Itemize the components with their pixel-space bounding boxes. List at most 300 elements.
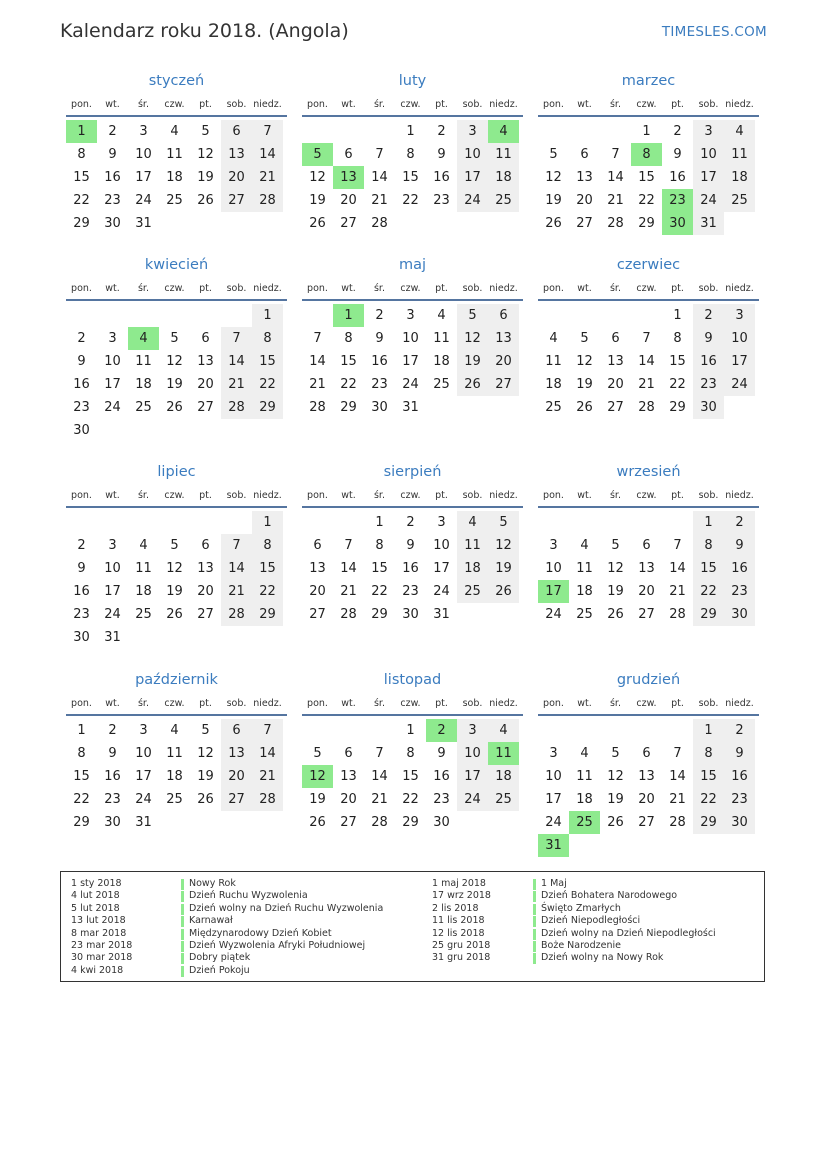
- day-cell: 10: [402, 331, 419, 346]
- day-cell: 6: [488, 304, 519, 327]
- month-10: [302, 672, 523, 862]
- legend-date: 11 lis 2018: [432, 915, 485, 927]
- day-cell: 14: [607, 170, 624, 185]
- month-6: [66, 464, 287, 654]
- weekday-label: wt.: [341, 698, 356, 709]
- day-cell: 25: [488, 788, 519, 811]
- day-cell: 26: [197, 193, 214, 208]
- day-cell: 14: [309, 354, 326, 369]
- day-cell: 13: [638, 769, 655, 784]
- header-rule: [538, 714, 759, 716]
- day-cell: 12: [197, 147, 214, 162]
- day-cell: 22: [73, 193, 90, 208]
- day-cell: 25: [576, 607, 593, 622]
- day-cell: 25: [135, 607, 152, 622]
- day-cell: 26: [457, 373, 488, 396]
- legend-date: 23 mar 2018: [71, 940, 133, 951]
- header-rule: [538, 115, 759, 117]
- weekday-label: czw.: [164, 490, 185, 501]
- day-cell: 9: [108, 746, 117, 761]
- day-cell: 20: [340, 792, 357, 807]
- day-cell: 5: [170, 538, 179, 553]
- day-cell: 25: [545, 400, 562, 415]
- day-cell: 20: [221, 765, 252, 788]
- day-cell: 12: [309, 170, 326, 185]
- day-cell: 24: [135, 193, 152, 208]
- day-cell: 14: [638, 354, 655, 369]
- day-cell: 17: [135, 769, 152, 784]
- day-cell: 29: [402, 815, 419, 830]
- day-cell: 12: [576, 354, 593, 369]
- day-cell: 3: [108, 331, 117, 346]
- day-cell: 8: [344, 331, 353, 346]
- day-cell: 3: [549, 746, 558, 761]
- day-cell: 16: [104, 769, 121, 784]
- day-cell: 15: [669, 354, 686, 369]
- day-cell: 21: [252, 765, 283, 788]
- day-cell: 6: [221, 719, 252, 742]
- day-cell: 24: [104, 400, 121, 415]
- day-cell: 7: [313, 331, 322, 346]
- day-cell: 24: [693, 189, 724, 212]
- day-cell: 27: [576, 216, 593, 231]
- weekday-label: pon.: [543, 99, 564, 110]
- legend-marker: [181, 929, 184, 940]
- day-cell: 31: [104, 630, 121, 645]
- day-cell: 3: [139, 723, 148, 738]
- holiday-day: 5: [302, 143, 333, 166]
- day-cell: 10: [457, 143, 488, 166]
- weekday-label: pt.: [435, 283, 448, 294]
- weekday-label: czw.: [636, 490, 657, 501]
- weekday-label: niedz.: [253, 490, 282, 501]
- day-cell: 26: [576, 400, 593, 415]
- day-cell: 17: [724, 350, 755, 373]
- day-cell: 22: [371, 584, 388, 599]
- month-name: październik: [135, 672, 218, 688]
- day-cell: 17: [402, 354, 419, 369]
- day-cell: 17: [135, 170, 152, 185]
- day-cell: 28: [371, 216, 388, 231]
- legend-marker: [181, 953, 184, 964]
- day-cell: 7: [642, 331, 651, 346]
- month-7: [302, 464, 523, 654]
- day-cell: 22: [693, 580, 724, 603]
- header-rule: [66, 115, 287, 117]
- legend-marker: [533, 916, 536, 927]
- legend-date: 8 mar 2018: [71, 927, 127, 939]
- weekday-label: pon.: [543, 283, 564, 294]
- day-cell: 18: [135, 377, 152, 392]
- weekday-label: wt.: [105, 490, 120, 501]
- day-cell: 19: [309, 193, 326, 208]
- weekday-label: czw.: [400, 698, 421, 709]
- day-cell: 12: [545, 170, 562, 185]
- day-cell: 26: [166, 607, 183, 622]
- legend-holiday-name: Nowy Rok: [189, 878, 236, 889]
- day-cell: 23: [402, 584, 419, 599]
- day-cell: 10: [724, 327, 755, 350]
- weekday-header: [66, 283, 287, 299]
- header-rule: [66, 714, 287, 716]
- header-rule: [66, 299, 287, 301]
- day-cell: 27: [607, 400, 624, 415]
- header-rule: [538, 299, 759, 301]
- day-cell: 9: [724, 534, 755, 557]
- day-cell: 10: [545, 561, 562, 576]
- day-cell: 5: [549, 147, 558, 162]
- day-cell: 22: [693, 788, 724, 811]
- legend-marker: [533, 879, 536, 890]
- day-cell: 22: [252, 580, 283, 603]
- day-cell: 3: [139, 124, 148, 139]
- day-cell: 19: [166, 584, 183, 599]
- day-cell: 12: [607, 561, 624, 576]
- day-cell: 13: [607, 354, 624, 369]
- day-cell: 20: [309, 584, 326, 599]
- day-cell: 9: [693, 327, 724, 350]
- day-cell: 23: [693, 373, 724, 396]
- weekday-label: czw.: [400, 283, 421, 294]
- day-cell: 30: [371, 400, 388, 415]
- day-cell: 29: [252, 603, 283, 626]
- weekday-label: pon.: [71, 698, 92, 709]
- day-cell: 15: [73, 170, 90, 185]
- day-cell: 29: [73, 216, 90, 231]
- weekday-label: pon.: [307, 698, 328, 709]
- day-cell: 23: [73, 400, 90, 415]
- day-cell: 28: [669, 607, 686, 622]
- weekday-label: niedz.: [253, 283, 282, 294]
- day-cell: 21: [371, 792, 388, 807]
- day-cell: 15: [693, 557, 724, 580]
- weekday-header: [538, 99, 759, 115]
- day-cell: 14: [221, 557, 252, 580]
- day-cell: 13: [340, 769, 357, 784]
- day-cell: 15: [402, 170, 419, 185]
- day-cell: 2: [77, 331, 86, 346]
- day-cell: 26: [607, 815, 624, 830]
- weekday-header: [538, 283, 759, 299]
- day-cell: 9: [77, 354, 86, 369]
- weekday-label: czw.: [400, 490, 421, 501]
- day-cell: 21: [309, 377, 326, 392]
- legend-date: 25 gru 2018: [432, 940, 491, 951]
- day-cell: 28: [607, 216, 624, 231]
- day-cell: 6: [642, 538, 651, 553]
- day-cell: 23: [73, 607, 90, 622]
- day-cell: 29: [693, 811, 724, 834]
- holiday-day: 1: [66, 120, 97, 143]
- day-cell: 2: [375, 308, 384, 323]
- legend-marker: [181, 891, 184, 902]
- month-name: wrzesień: [616, 464, 681, 480]
- legend-holiday-name: Dzień wolny na Dzień Niepodległości: [541, 927, 716, 939]
- legend-date: 1 maj 2018: [432, 878, 486, 889]
- weekday-header: [302, 99, 523, 115]
- day-cell: 19: [545, 193, 562, 208]
- day-cell: 11: [433, 331, 450, 346]
- weekday-label: wt.: [577, 698, 592, 709]
- page-title: Kalendarz roku 2018. (Angola): [60, 20, 349, 42]
- day-cell: 6: [611, 331, 620, 346]
- day-cell: 20: [638, 792, 655, 807]
- day-cell: 23: [724, 788, 755, 811]
- day-cell: 11: [457, 534, 488, 557]
- day-cell: 2: [437, 124, 446, 139]
- day-cell: 25: [166, 193, 183, 208]
- legend-marker: [181, 879, 184, 890]
- weekday-label: niedz.: [489, 698, 518, 709]
- weekday-label: śr.: [609, 698, 621, 709]
- day-cell: 13: [197, 561, 214, 576]
- month-name: czerwiec: [616, 257, 681, 273]
- legend-holiday-name: Dzień Niepodległości: [541, 915, 641, 927]
- month-name: sierpień: [383, 464, 442, 480]
- day-cell: 25: [488, 189, 519, 212]
- day-cell: 28: [252, 788, 283, 811]
- weekday-label: wt.: [341, 283, 356, 294]
- legend-date: 5 lut 2018: [71, 902, 120, 914]
- day-cell: 16: [371, 354, 388, 369]
- day-cell: 16: [73, 584, 90, 599]
- day-cell: 6: [201, 538, 210, 553]
- legend-marker: [533, 891, 536, 902]
- day-cell: 30: [724, 811, 755, 834]
- day-cell: 23: [724, 580, 755, 603]
- day-cell: 7: [375, 746, 384, 761]
- day-cell: 4: [580, 746, 589, 761]
- weekday-label: sob.: [226, 283, 247, 294]
- weekday-label: czw.: [164, 99, 185, 110]
- weekday-label: wt.: [105, 283, 120, 294]
- legend-holiday-name: 1 Maj: [541, 878, 567, 889]
- day-cell: 14: [371, 769, 388, 784]
- day-cell: 3: [693, 120, 724, 143]
- weekday-label: sob.: [698, 698, 719, 709]
- day-cell: 9: [724, 742, 755, 765]
- month-8: [538, 464, 759, 654]
- day-cell: 31: [135, 815, 152, 830]
- day-cell: 16: [73, 377, 90, 392]
- day-cell: 1: [375, 515, 384, 530]
- day-cell: 28: [340, 607, 357, 622]
- day-cell: 27: [488, 373, 519, 396]
- weekday-label: sob.: [226, 490, 247, 501]
- day-cell: 7: [344, 538, 353, 553]
- day-cell: 28: [221, 396, 252, 419]
- day-cell: 15: [252, 350, 283, 373]
- day-cell: 22: [252, 373, 283, 396]
- day-cell: 21: [669, 792, 686, 807]
- day-cell: 3: [457, 120, 488, 143]
- month-2: [538, 73, 759, 263]
- weekday-label: pon.: [543, 698, 564, 709]
- day-cell: 20: [340, 193, 357, 208]
- legend-holiday-name: Święto Zmarłych: [541, 902, 621, 914]
- weekday-label: czw.: [636, 283, 657, 294]
- day-cell: 29: [340, 400, 357, 415]
- weekday-label: pon.: [307, 283, 328, 294]
- day-cell: 17: [104, 584, 121, 599]
- day-cell: 8: [406, 746, 415, 761]
- day-cell: 11: [488, 143, 519, 166]
- holiday-day: 2: [426, 719, 457, 742]
- day-cell: 13: [221, 143, 252, 166]
- day-cell: 3: [457, 719, 488, 742]
- day-cell: 5: [580, 331, 589, 346]
- day-cell: 29: [669, 400, 686, 415]
- day-cell: 23: [433, 193, 450, 208]
- day-cell: 21: [371, 193, 388, 208]
- day-cell: 11: [135, 354, 152, 369]
- day-cell: 10: [545, 769, 562, 784]
- legend-date: 2 lis 2018: [432, 902, 479, 914]
- day-cell: 3: [549, 538, 558, 553]
- weekday-label: niedz.: [725, 283, 754, 294]
- holiday-day: 23: [662, 189, 693, 212]
- day-cell: 31: [135, 216, 152, 231]
- day-cell: 23: [371, 377, 388, 392]
- weekday-label: pt.: [435, 490, 448, 501]
- day-cell: 7: [673, 538, 682, 553]
- day-cell: 14: [252, 742, 283, 765]
- weekday-label: wt.: [105, 99, 120, 110]
- day-cell: 8: [252, 327, 283, 350]
- day-cell: 18: [545, 377, 562, 392]
- day-cell: 6: [344, 147, 353, 162]
- day-cell: 18: [457, 557, 488, 580]
- day-cell: 21: [221, 373, 252, 396]
- day-cell: 7: [221, 534, 252, 557]
- day-cell: 23: [104, 193, 121, 208]
- legend-marker: [181, 916, 184, 927]
- day-cell: 1: [673, 308, 682, 323]
- day-cell: 15: [402, 769, 419, 784]
- weekday-label: sob.: [226, 698, 247, 709]
- day-cell: 16: [693, 350, 724, 373]
- day-cell: 18: [576, 792, 593, 807]
- day-cell: 26: [166, 400, 183, 415]
- day-cell: 6: [313, 538, 322, 553]
- legend-holiday-name: Dzień wolny na Nowy Rok: [541, 952, 664, 964]
- day-cell: 7: [611, 147, 620, 162]
- day-cell: 2: [108, 723, 117, 738]
- month-name: grudzień: [616, 672, 681, 688]
- day-cell: 1: [77, 723, 86, 738]
- day-cell: 4: [170, 124, 179, 139]
- weekday-label: pon.: [71, 283, 92, 294]
- day-cell: 5: [611, 746, 620, 761]
- day-cell: 28: [638, 400, 655, 415]
- day-cell: 1: [693, 511, 724, 534]
- day-cell: 24: [545, 607, 562, 622]
- header-rule: [66, 506, 287, 508]
- weekday-header: [538, 490, 759, 506]
- day-cell: 2: [724, 511, 755, 534]
- day-cell: 29: [638, 216, 655, 231]
- day-cell: 30: [104, 216, 121, 231]
- day-cell: 16: [104, 170, 121, 185]
- day-cell: 1: [252, 511, 283, 534]
- weekday-label: sob.: [462, 283, 483, 294]
- day-cell: 4: [488, 719, 519, 742]
- month-name: kwiecień: [144, 257, 209, 273]
- month-11: [538, 672, 759, 862]
- day-cell: 8: [406, 147, 415, 162]
- day-cell: 5: [201, 723, 210, 738]
- month-name: marzec: [621, 73, 676, 89]
- holiday-legend: [60, 871, 765, 982]
- weekday-label: wt.: [577, 283, 592, 294]
- day-cell: 26: [607, 607, 624, 622]
- day-cell: 9: [437, 746, 446, 761]
- day-cell: 11: [576, 561, 593, 576]
- day-cell: 4: [724, 120, 755, 143]
- weekday-label: pt.: [671, 698, 684, 709]
- weekday-label: wt.: [341, 99, 356, 110]
- day-cell: 2: [693, 304, 724, 327]
- legend-marker: [181, 904, 184, 915]
- weekday-label: śr.: [137, 698, 149, 709]
- day-cell: 22: [638, 193, 655, 208]
- weekday-label: śr.: [609, 283, 621, 294]
- holiday-day: 25: [569, 811, 600, 834]
- day-cell: 26: [488, 580, 519, 603]
- day-cell: 21: [221, 580, 252, 603]
- weekday-label: pt.: [435, 698, 448, 709]
- day-cell: 20: [638, 584, 655, 599]
- day-cell: 6: [642, 746, 651, 761]
- day-cell: 10: [135, 147, 152, 162]
- holiday-day: 11: [488, 742, 519, 765]
- day-cell: 8: [693, 534, 724, 557]
- day-cell: 18: [488, 765, 519, 788]
- day-cell: 1: [406, 723, 415, 738]
- legend-marker: [533, 941, 536, 952]
- weekday-header: [538, 698, 759, 714]
- site-logo-text[interactable]: TIMESLES.COM: [661, 24, 767, 40]
- day-cell: 16: [402, 561, 419, 576]
- day-cell: 28: [252, 189, 283, 212]
- weekday-label: czw.: [636, 698, 657, 709]
- weekday-label: pon.: [71, 99, 92, 110]
- day-cell: 14: [669, 769, 686, 784]
- weekday-label: czw.: [400, 99, 421, 110]
- day-cell: 11: [166, 746, 183, 761]
- day-cell: 9: [375, 331, 384, 346]
- day-cell: 4: [139, 538, 148, 553]
- day-cell: 5: [313, 746, 322, 761]
- header-rule: [302, 115, 523, 117]
- weekday-header: [302, 698, 523, 714]
- day-cell: 9: [437, 147, 446, 162]
- day-cell: 25: [166, 792, 183, 807]
- weekday-header: [66, 698, 287, 714]
- day-cell: 2: [724, 719, 755, 742]
- day-cell: 15: [693, 765, 724, 788]
- weekday-label: sob.: [462, 490, 483, 501]
- weekday-label: śr.: [373, 490, 385, 501]
- day-cell: 27: [309, 607, 326, 622]
- legend-date: 1 sty 2018: [71, 878, 122, 889]
- weekday-label: śr.: [373, 283, 385, 294]
- day-cell: 27: [197, 607, 214, 622]
- day-cell: 3: [108, 538, 117, 553]
- day-cell: 25: [457, 580, 488, 603]
- legend-holiday-name: Dzień Bohatera Narodowego: [541, 890, 678, 902]
- day-cell: 21: [252, 166, 283, 189]
